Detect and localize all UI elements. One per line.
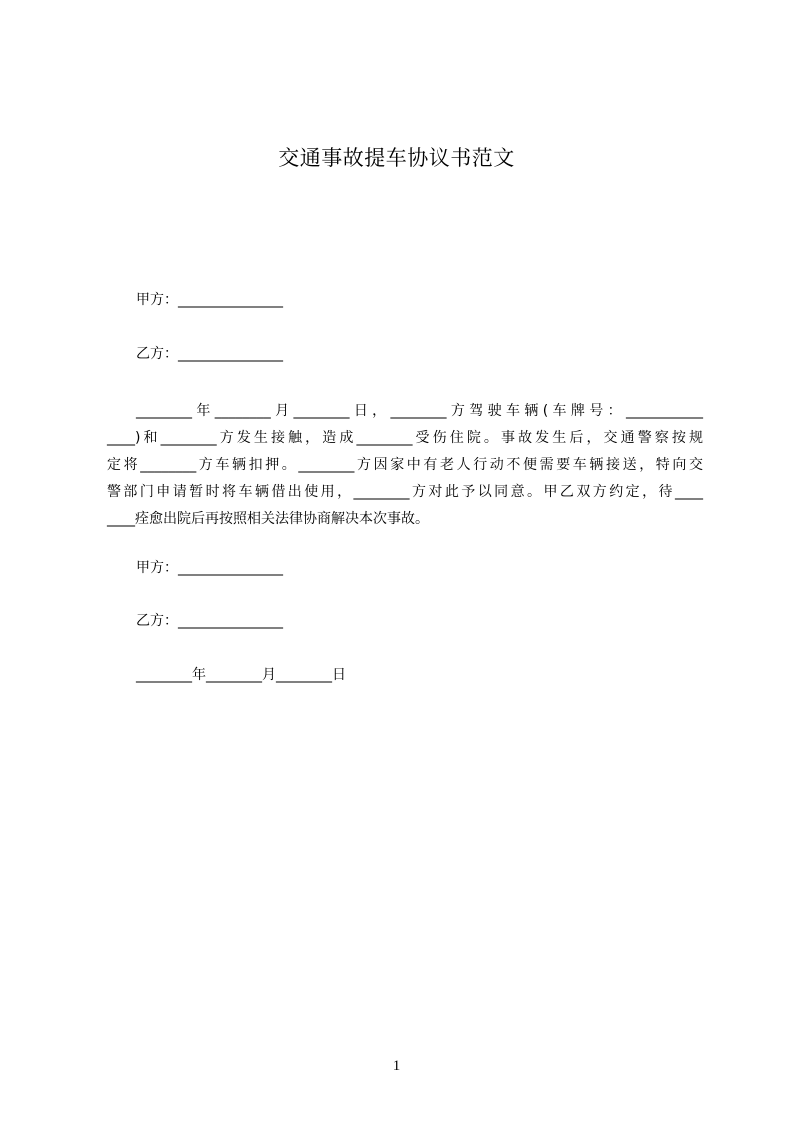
body-line: ____痊愈出院后再按照相关法律协商解决本次事故。	[107, 511, 429, 527]
body-line: 定将________方车辆扣押。________方因家中有老人行动不便需要车辆接送，特向交	[107, 457, 703, 473]
page-number: 1	[392, 1058, 401, 1074]
body-line: ____)和________方发生接触，造成________受伤住院。事故发生后，交通警察按规	[107, 430, 703, 446]
signing-date-line: ________年________月________日	[136, 667, 346, 683]
body-line: 警部门申请暂时将车辆借出使用，________方对此予以同意。甲乙双方约定，待____	[107, 484, 703, 500]
agreement-body-paragraph	[107, 398, 703, 533]
document-title: 交通事故提车协议书范文	[278, 146, 515, 170]
party-a-signature-line: 甲方：_______________	[136, 292, 283, 308]
party-a-signature-line-closing: 甲方：_______________	[136, 560, 283, 576]
body-line: ________年________月________日，________方驾驶车辆(车牌号：___________	[136, 403, 703, 419]
party-b-signature-line-closing: 乙方：_______________	[136, 613, 283, 629]
party-b-signature-line: 乙方：_______________	[136, 346, 283, 362]
